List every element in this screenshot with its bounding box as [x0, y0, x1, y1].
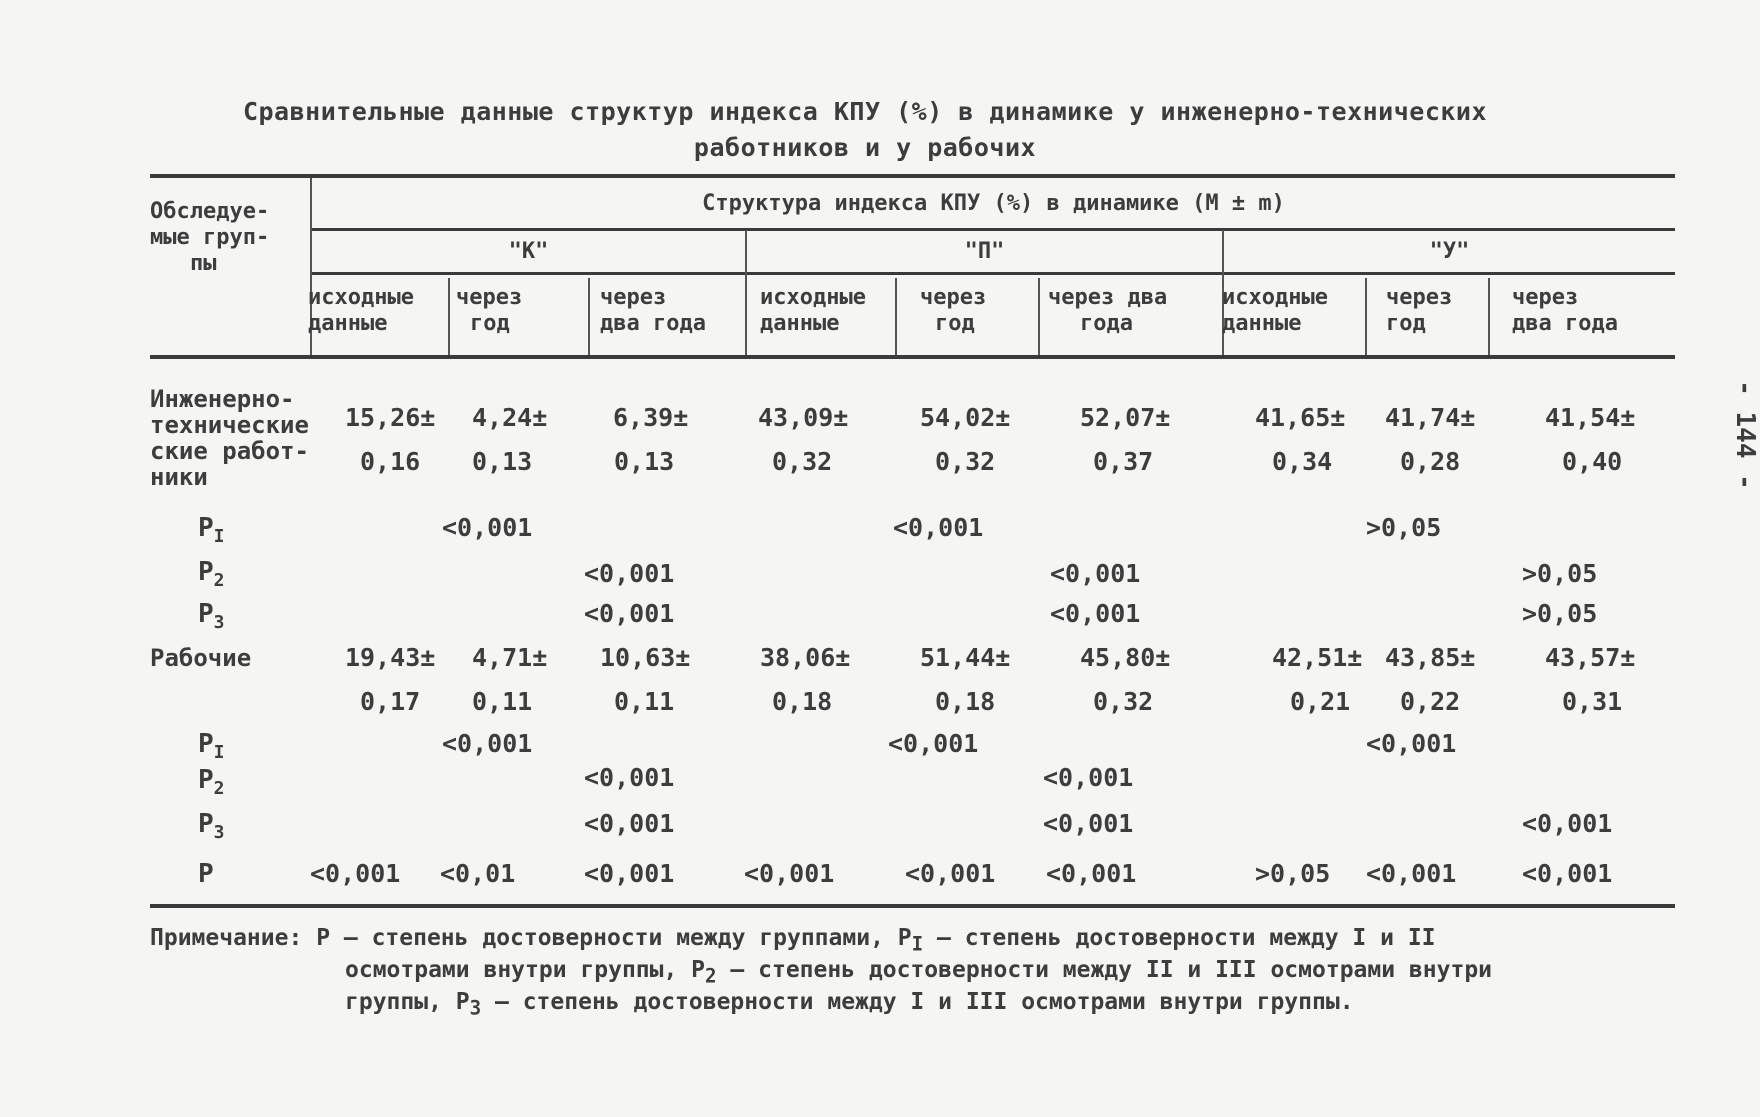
u-initial-header-1: исходные: [1222, 285, 1328, 310]
p-initial-header-2: данные: [760, 311, 840, 336]
workers-p3-p: <0,001: [1043, 809, 1134, 838]
p-between-u3: <0,001: [1522, 859, 1613, 888]
itr-err-p2: 0,32: [935, 447, 996, 476]
p-between-p2: <0,001: [905, 859, 996, 888]
itr-err-p1: 0,32: [772, 447, 833, 476]
itr-err-u2: 0,28: [1400, 447, 1461, 476]
p-year-header-1: через: [920, 285, 987, 310]
itr-err-k2: 0,13: [472, 447, 533, 476]
workers-err-u3: 0,31: [1562, 687, 1623, 716]
workers-mean-p1: 38,06±: [760, 643, 851, 672]
itr-err-u1: 0,34: [1272, 447, 1333, 476]
workers-p3-label: $P_3$: [198, 809, 225, 844]
workers-label: Рабочие: [150, 644, 252, 672]
itr-err-k1: 0,16: [360, 447, 421, 476]
itr-p3-label: $P_3$: [198, 599, 225, 634]
k-year-header-1: через: [456, 285, 523, 310]
workers-p1-label: $P_I$: [198, 729, 225, 764]
k-two-years-header-2: два года: [600, 311, 706, 336]
workers-p1-p: <0,001: [888, 729, 979, 758]
page-number: - 144 -: [1729, 380, 1760, 490]
groups-header-line-2: мые груп-: [150, 225, 270, 250]
p-between-u2: <0,001: [1366, 859, 1457, 888]
itr-p1-label: $P_I$: [198, 513, 225, 548]
itr-p3-p: <0,001: [1050, 599, 1141, 628]
itr-label-line-1: Инженерно-: [150, 385, 295, 413]
itr-err-k3: 0,13: [614, 447, 675, 476]
k-sub-sep-2: [588, 278, 590, 355]
workers-mean-u3: 43,57±: [1545, 643, 1636, 672]
groups-header-line-3: пы: [190, 251, 217, 276]
itr-p2-label: $P_2$: [198, 557, 225, 592]
workers-mean-u2: 43,85±: [1385, 643, 1476, 672]
itr-mean-k1: 15,26±: [345, 403, 436, 432]
p-initial-header-1: исходные: [760, 285, 866, 310]
k-initial-header-2: данные: [308, 311, 388, 336]
workers-p2-p: <0,001: [1043, 763, 1134, 792]
workers-mean-k3: 10,63±: [600, 643, 691, 672]
itr-p1-p: <0,001: [893, 513, 984, 542]
subgroup-rule: [312, 272, 1675, 275]
p-sub-sep-2: [1038, 278, 1040, 355]
note-line-1: Примечание: P – степень достоверности между группами, $P_I$ – степень достоверности между I и II: [150, 925, 1436, 956]
u-two-years-header-1: через: [1512, 285, 1579, 310]
p-group-header: "П": [964, 239, 1005, 264]
itr-mean-u2: 41,74±: [1385, 403, 1476, 432]
workers-err-p3: 0,32: [1093, 687, 1154, 716]
k-year-header-2: год: [470, 311, 510, 336]
u-sub-sep-2: [1488, 278, 1490, 355]
workers-p1-u: <0,001: [1366, 729, 1457, 758]
itr-p2-p: <0,001: [1050, 559, 1141, 588]
p-between-k1: <0,001: [310, 859, 401, 888]
note-line-3: группы, $P_3$ – степень достоверности между I и III осмотрами внутри группы.: [345, 989, 1354, 1020]
itr-mean-u1: 41,65±: [1255, 403, 1346, 432]
workers-mean-p2: 51,44±: [920, 643, 1011, 672]
p-between-k3: <0,001: [584, 859, 675, 888]
itr-err-u3: 0,40: [1562, 447, 1623, 476]
workers-p3-u: <0,001: [1522, 809, 1613, 838]
workers-err-u2: 0,22: [1400, 687, 1461, 716]
itr-mean-p1: 43,09±: [758, 403, 849, 432]
k-initial-header-1: исходные: [308, 285, 414, 310]
top-rule: [150, 174, 1675, 178]
itr-p2-k: <0,001: [584, 559, 675, 588]
workers-err-p1: 0,18: [772, 687, 833, 716]
span-rule: [312, 228, 1675, 231]
span-header: Структура индекса КПУ (%) в динамике (M ± m): [702, 191, 1285, 216]
itr-p2-u: >0,05: [1522, 559, 1598, 588]
itr-p3-u: >0,05: [1522, 599, 1598, 628]
bottom-rule: [150, 904, 1675, 908]
itr-err-p3: 0,37: [1093, 447, 1154, 476]
u-initial-header-2: данные: [1222, 311, 1302, 336]
workers-p2-label: $P_2$: [198, 765, 225, 800]
itr-label-line-2: технические: [150, 411, 309, 439]
workers-err-k3: 0,11: [614, 687, 675, 716]
itr-mean-u3: 41,54±: [1545, 403, 1636, 432]
itr-label-line-4: ники: [150, 463, 208, 491]
k-group-header: "К": [508, 239, 549, 264]
groups-header-line-1: Обследуе-: [150, 199, 270, 224]
workers-err-k2: 0,11: [472, 687, 533, 716]
note-line-2: осмотрами внутри группы, $P_2$ – степень достоверности между II и III осмотрами внутри: [345, 957, 1493, 988]
workers-mean-k1: 19,43±: [345, 643, 436, 672]
workers-mean-u1: 42,51±: [1272, 643, 1363, 672]
p-year-header-2: год: [935, 311, 975, 336]
itr-p1-k: <0,001: [442, 513, 533, 542]
itr-mean-k3: 6,39±: [613, 403, 689, 432]
p-between-k2: <0,01: [440, 859, 516, 888]
u-two-years-header-2: два года: [1512, 311, 1618, 336]
p-two-years-header-1: через два: [1048, 285, 1168, 310]
u-sub-sep-1: [1365, 278, 1367, 355]
p-two-years-header-2: года: [1080, 311, 1133, 336]
workers-p2-k: <0,001: [584, 763, 675, 792]
workers-p1-k: <0,001: [442, 729, 533, 758]
itr-mean-p2: 54,02±: [920, 403, 1011, 432]
k-sub-sep-1: [448, 278, 450, 355]
p-sub-sep-1: [895, 278, 897, 355]
workers-err-p2: 0,18: [935, 687, 996, 716]
itr-mean-p3: 52,07±: [1080, 403, 1171, 432]
workers-err-k1: 0,17: [360, 687, 421, 716]
p-between-u1: >0,05: [1255, 859, 1331, 888]
k-two-years-header-1: через: [600, 285, 667, 310]
workers-mean-k2: 4,71±: [472, 643, 548, 672]
workers-err-u1: 0,21: [1290, 687, 1351, 716]
u-year-header-2: год: [1386, 311, 1426, 336]
table-title-line-1: Сравнительные данные структур индекса КПУ (%) в динамике у инженерно-технических: [242, 97, 1488, 126]
header-bottom-rule: [150, 355, 1675, 359]
u-group-header: "У": [1429, 239, 1470, 264]
workers-p-label: P: [198, 859, 214, 889]
itr-mean-k2: 4,24±: [472, 403, 548, 432]
workers-p3-k: <0,001: [584, 809, 675, 838]
u-year-header-1: через: [1386, 285, 1453, 310]
itr-p3-k: <0,001: [584, 599, 675, 628]
p-between-p3: <0,001: [1046, 859, 1137, 888]
p-between-p1: <0,001: [744, 859, 835, 888]
itr-label-line-3: ские работ-: [150, 437, 309, 465]
itr-p1-u: >0,05: [1366, 513, 1442, 542]
workers-mean-p3: 45,80±: [1080, 643, 1171, 672]
table-title-line-2: работников и у рабочих: [693, 133, 1037, 162]
